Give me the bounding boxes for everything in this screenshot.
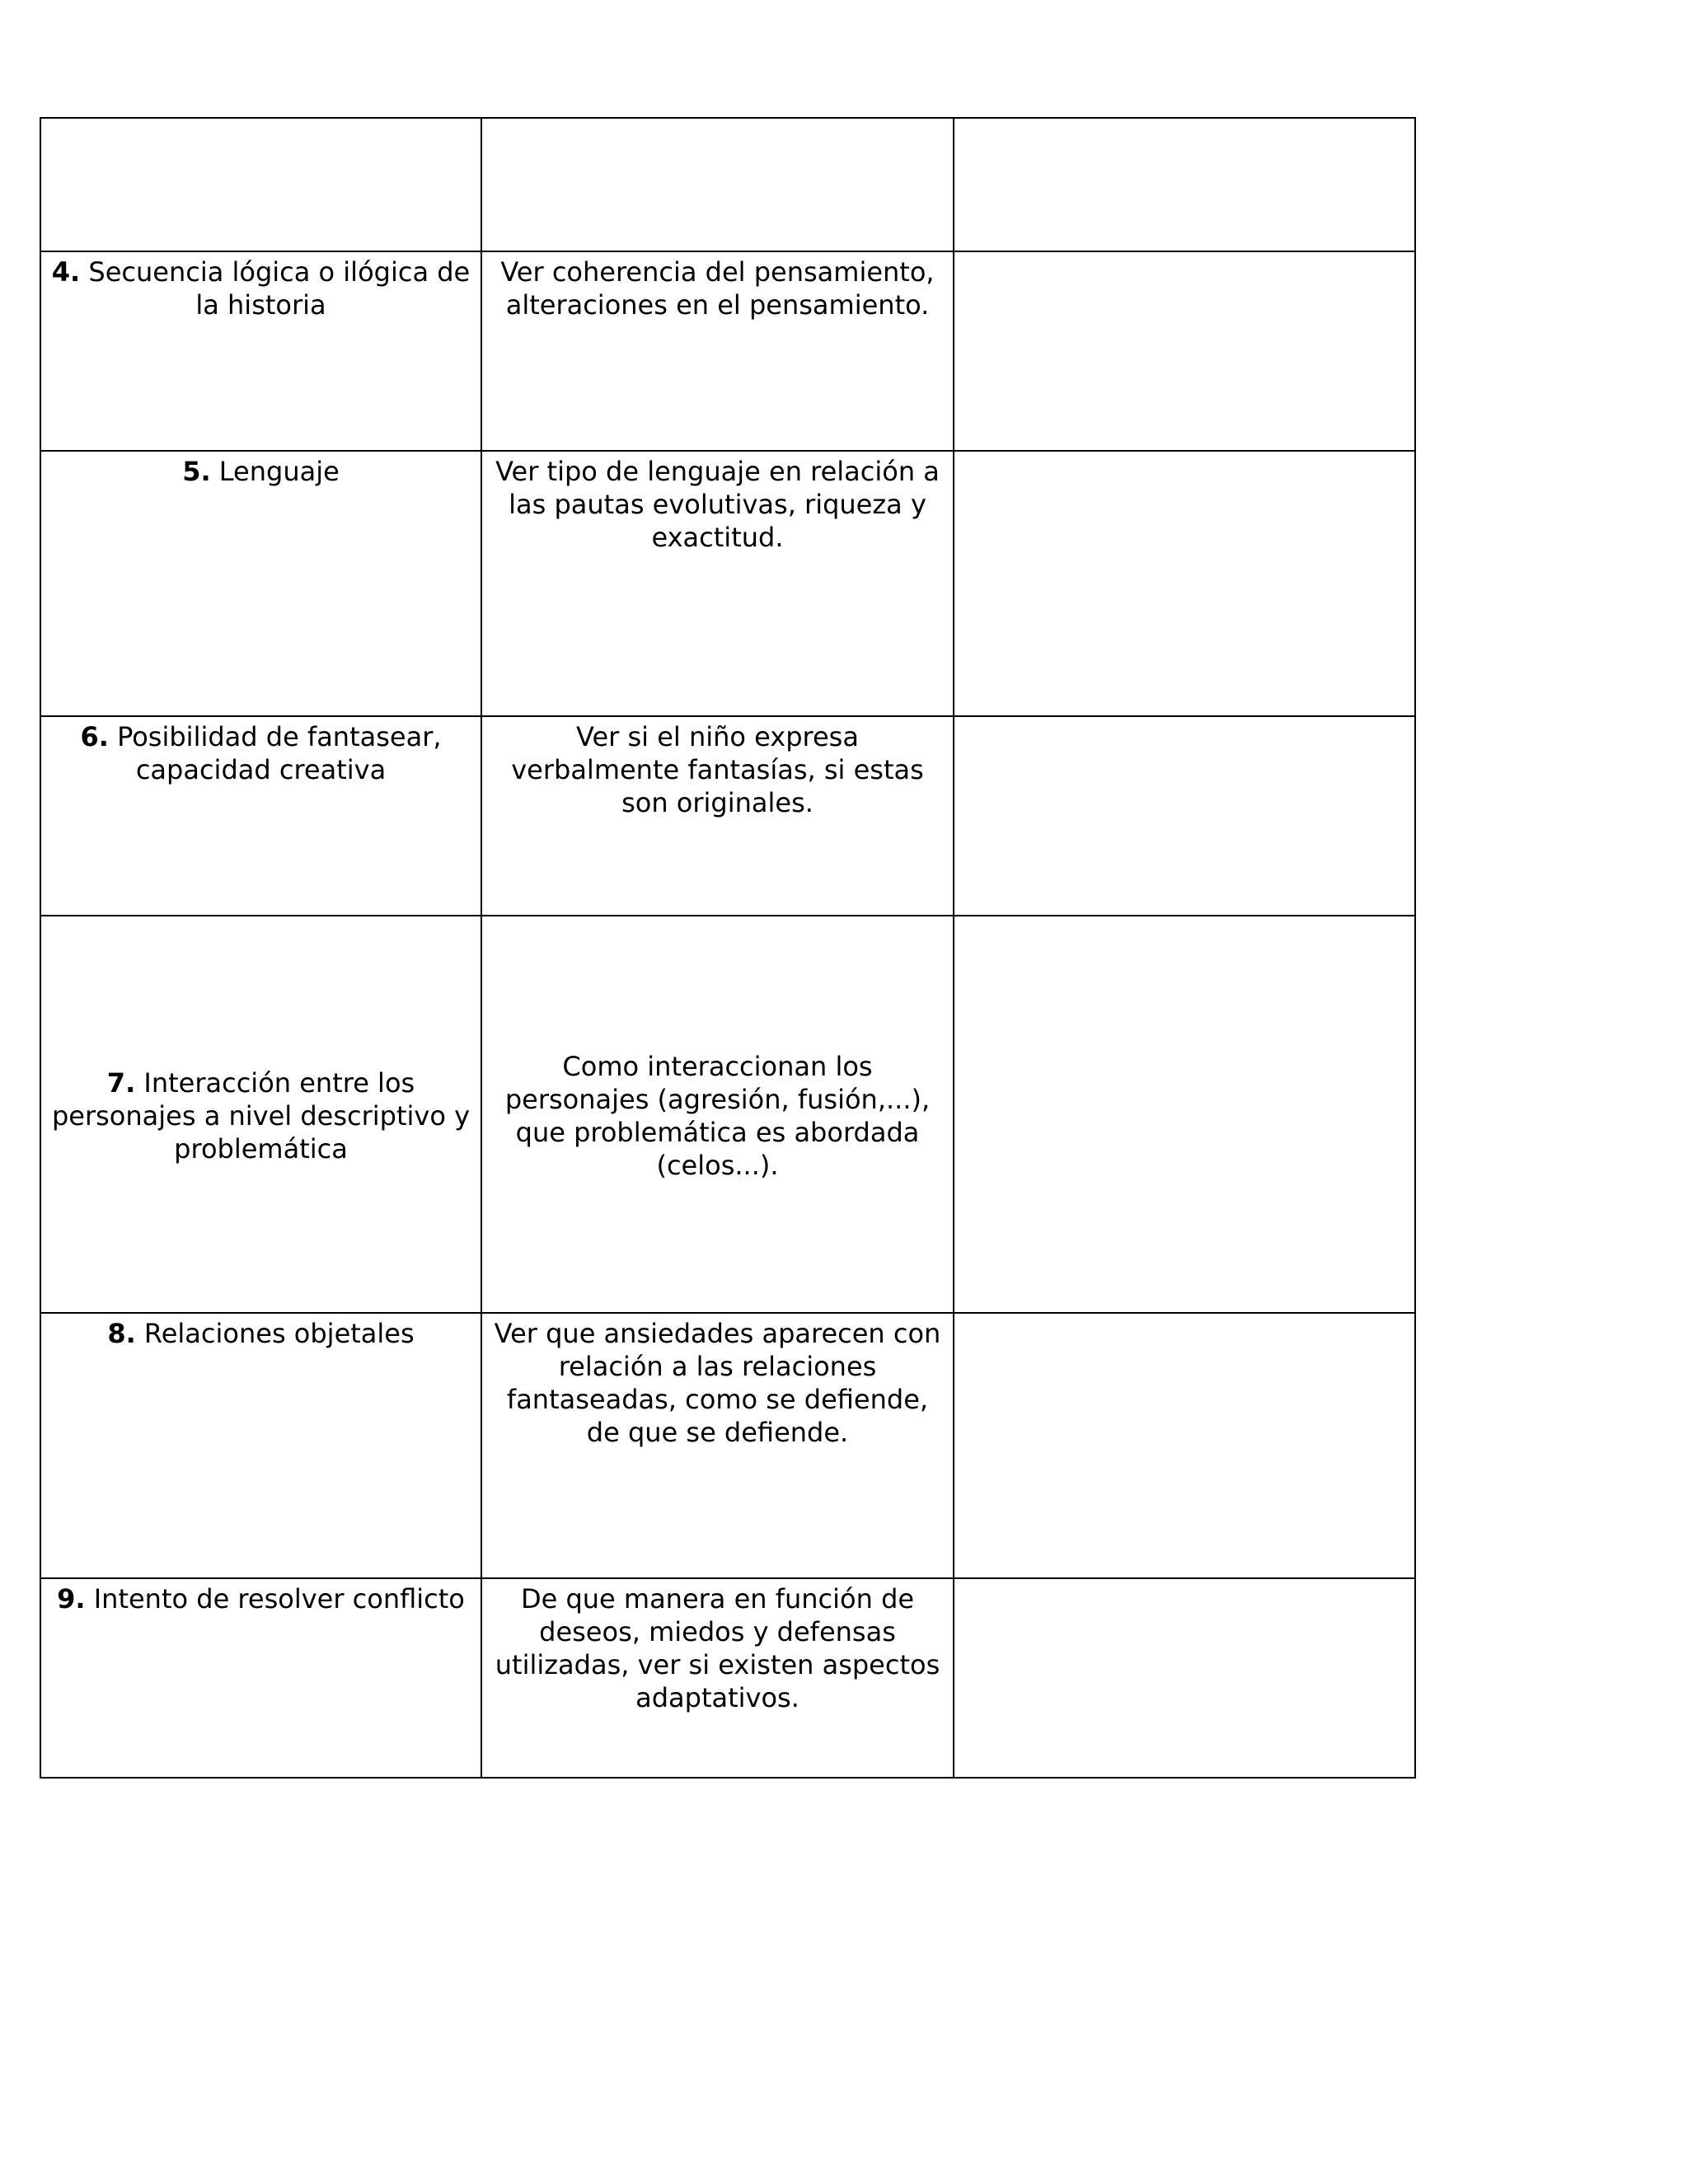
table-row	[40, 451, 1415, 716]
criterion-cell	[40, 1578, 481, 1778]
description-cell: Como interaccionan los personajes (agresión, fusión,...), que problemática es abordada (celos...).	[481, 916, 954, 1313]
description-cell: Ver coherencia del pensamiento, alteraciones en el pensamiento.	[481, 251, 954, 451]
evaluation-table	[40, 117, 1416, 1779]
criterion-label: Relaciones objetales	[135, 1318, 415, 1349]
description-cell: Ver tipo de lenguaje en relación a las pautas evolutivas, riqueza y exactitud.	[481, 451, 954, 716]
notes-cell	[954, 451, 1415, 716]
table-row	[40, 251, 1415, 451]
table-row	[40, 118, 1415, 251]
criterion-label: Posibilidad de fantasear, capacidad creativa	[108, 721, 442, 785]
item-number: 8.	[107, 1318, 136, 1349]
criterion-cell	[40, 451, 481, 716]
criterion-label: Secuencia lógica o ilógica de la historia	[80, 256, 471, 321]
notes-cell	[954, 916, 1415, 1313]
notes-cell	[954, 1313, 1415, 1578]
criterion-cell	[40, 916, 481, 1313]
notes-cell	[954, 118, 1415, 251]
item-number: 5.	[182, 456, 211, 487]
item-number: 6.	[80, 721, 109, 752]
description-cell: Ver que ansiedades aparecen con relación a las relaciones fantaseadas, como se defiende, de que se defiende.	[481, 1313, 954, 1578]
notes-cell	[954, 251, 1415, 451]
item-number: 7.	[106, 1067, 136, 1099]
criterion-label: Interacción entre los personajes a nivel descriptivo y problemática	[51, 1067, 471, 1165]
item-number: 9.	[57, 1583, 86, 1615]
table-row	[40, 1313, 1415, 1578]
criterion-cell	[40, 118, 481, 251]
description-cell: Ver si el niño expresa verbalmente fantasías, si estas son originales.	[481, 716, 954, 916]
criterion-cell	[40, 251, 481, 451]
table-row	[40, 1578, 1415, 1778]
item-number: 4.	[51, 256, 81, 288]
table-row	[40, 916, 1415, 1313]
criterion-label: Lenguaje	[210, 456, 340, 487]
criterion-cell	[40, 1313, 481, 1578]
table-row	[40, 716, 1415, 916]
description-cell	[481, 118, 954, 251]
notes-cell	[954, 716, 1415, 916]
criterion-cell	[40, 716, 481, 916]
notes-cell	[954, 1578, 1415, 1778]
criterion-label: Intento de resolver conflicto	[85, 1583, 465, 1615]
description-cell: De que manera en función de deseos, miedos y defensas utilizadas, ver si existen aspectos adaptativos.	[481, 1578, 954, 1778]
